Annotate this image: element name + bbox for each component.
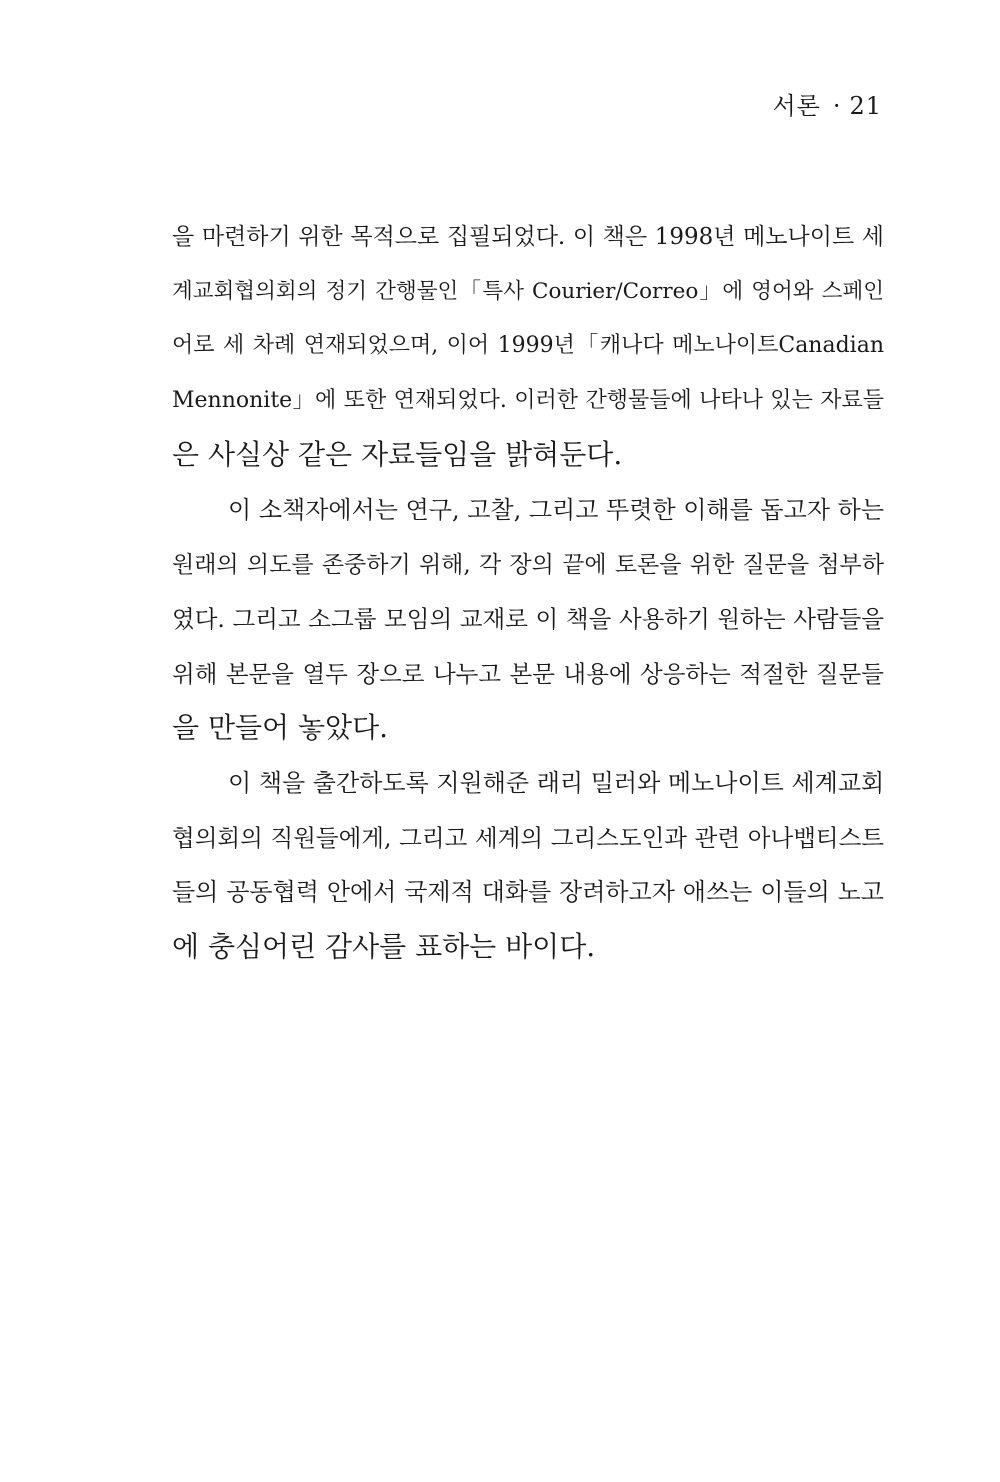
text-line: 계교회협의회의 정기 간행물인「특사 Courier/Correo」에 영어와 스페인	[172, 278, 884, 304]
header-separator: ·	[832, 92, 842, 120]
text-line: 어로 세 차례 연재되었으며, 이어 1999년「캐나다 메노나이트Canadian	[172, 333, 884, 359]
text-line: Mennonite」에 또한 연재되었다. 이러한 간행물들에 나타나 있는 자료들	[172, 387, 884, 413]
page-number: 21	[849, 92, 882, 120]
text-line: 을 마련하기 위한 목적으로 집필되었다. 이 책은 1998년 메노나이트 세	[172, 224, 884, 250]
text-line: 협의회의 직원들에게, 그리고 세계의 그리스도인과 관련 아나뱁티스트	[172, 823, 884, 852]
text-line: 위해 본문을 열두 장으로 나누고 본문 내용에 상응하는 적절한 질문들	[172, 659, 884, 688]
text-line: 원래의 의도를 존중하기 위해, 각 장의 끝에 토론을 위한 질문을 첨부하	[172, 551, 884, 578]
text-line: 였다. 그리고 소그룹 모임의 교재로 이 책을 사용하기 원하는 사람들을	[172, 605, 884, 634]
section-title: 서론	[772, 92, 821, 120]
text-line: 에 충심어린 감사를 표하는 바이다.	[172, 929, 596, 963]
text-line: 은 사실상 같은 자료들임을 밝혀둔다.	[172, 438, 623, 472]
body-text	[172, 210, 884, 974]
text-line: 들의 공동협력 안에서 국제적 대화를 장려하고자 애쓰는 이들의 노고	[172, 878, 884, 907]
text-line: 이 소책자에서는 연구, 고찰, 그리고 뚜렷한 이해를 돕고자 하는	[228, 495, 884, 524]
running-header	[772, 86, 882, 121]
text-line: 이 책을 출간하도록 지원해준 래리 밀러와 메노나이트 세계교회	[228, 768, 885, 797]
text-line: 을 만들어 놓았다.	[172, 711, 389, 745]
